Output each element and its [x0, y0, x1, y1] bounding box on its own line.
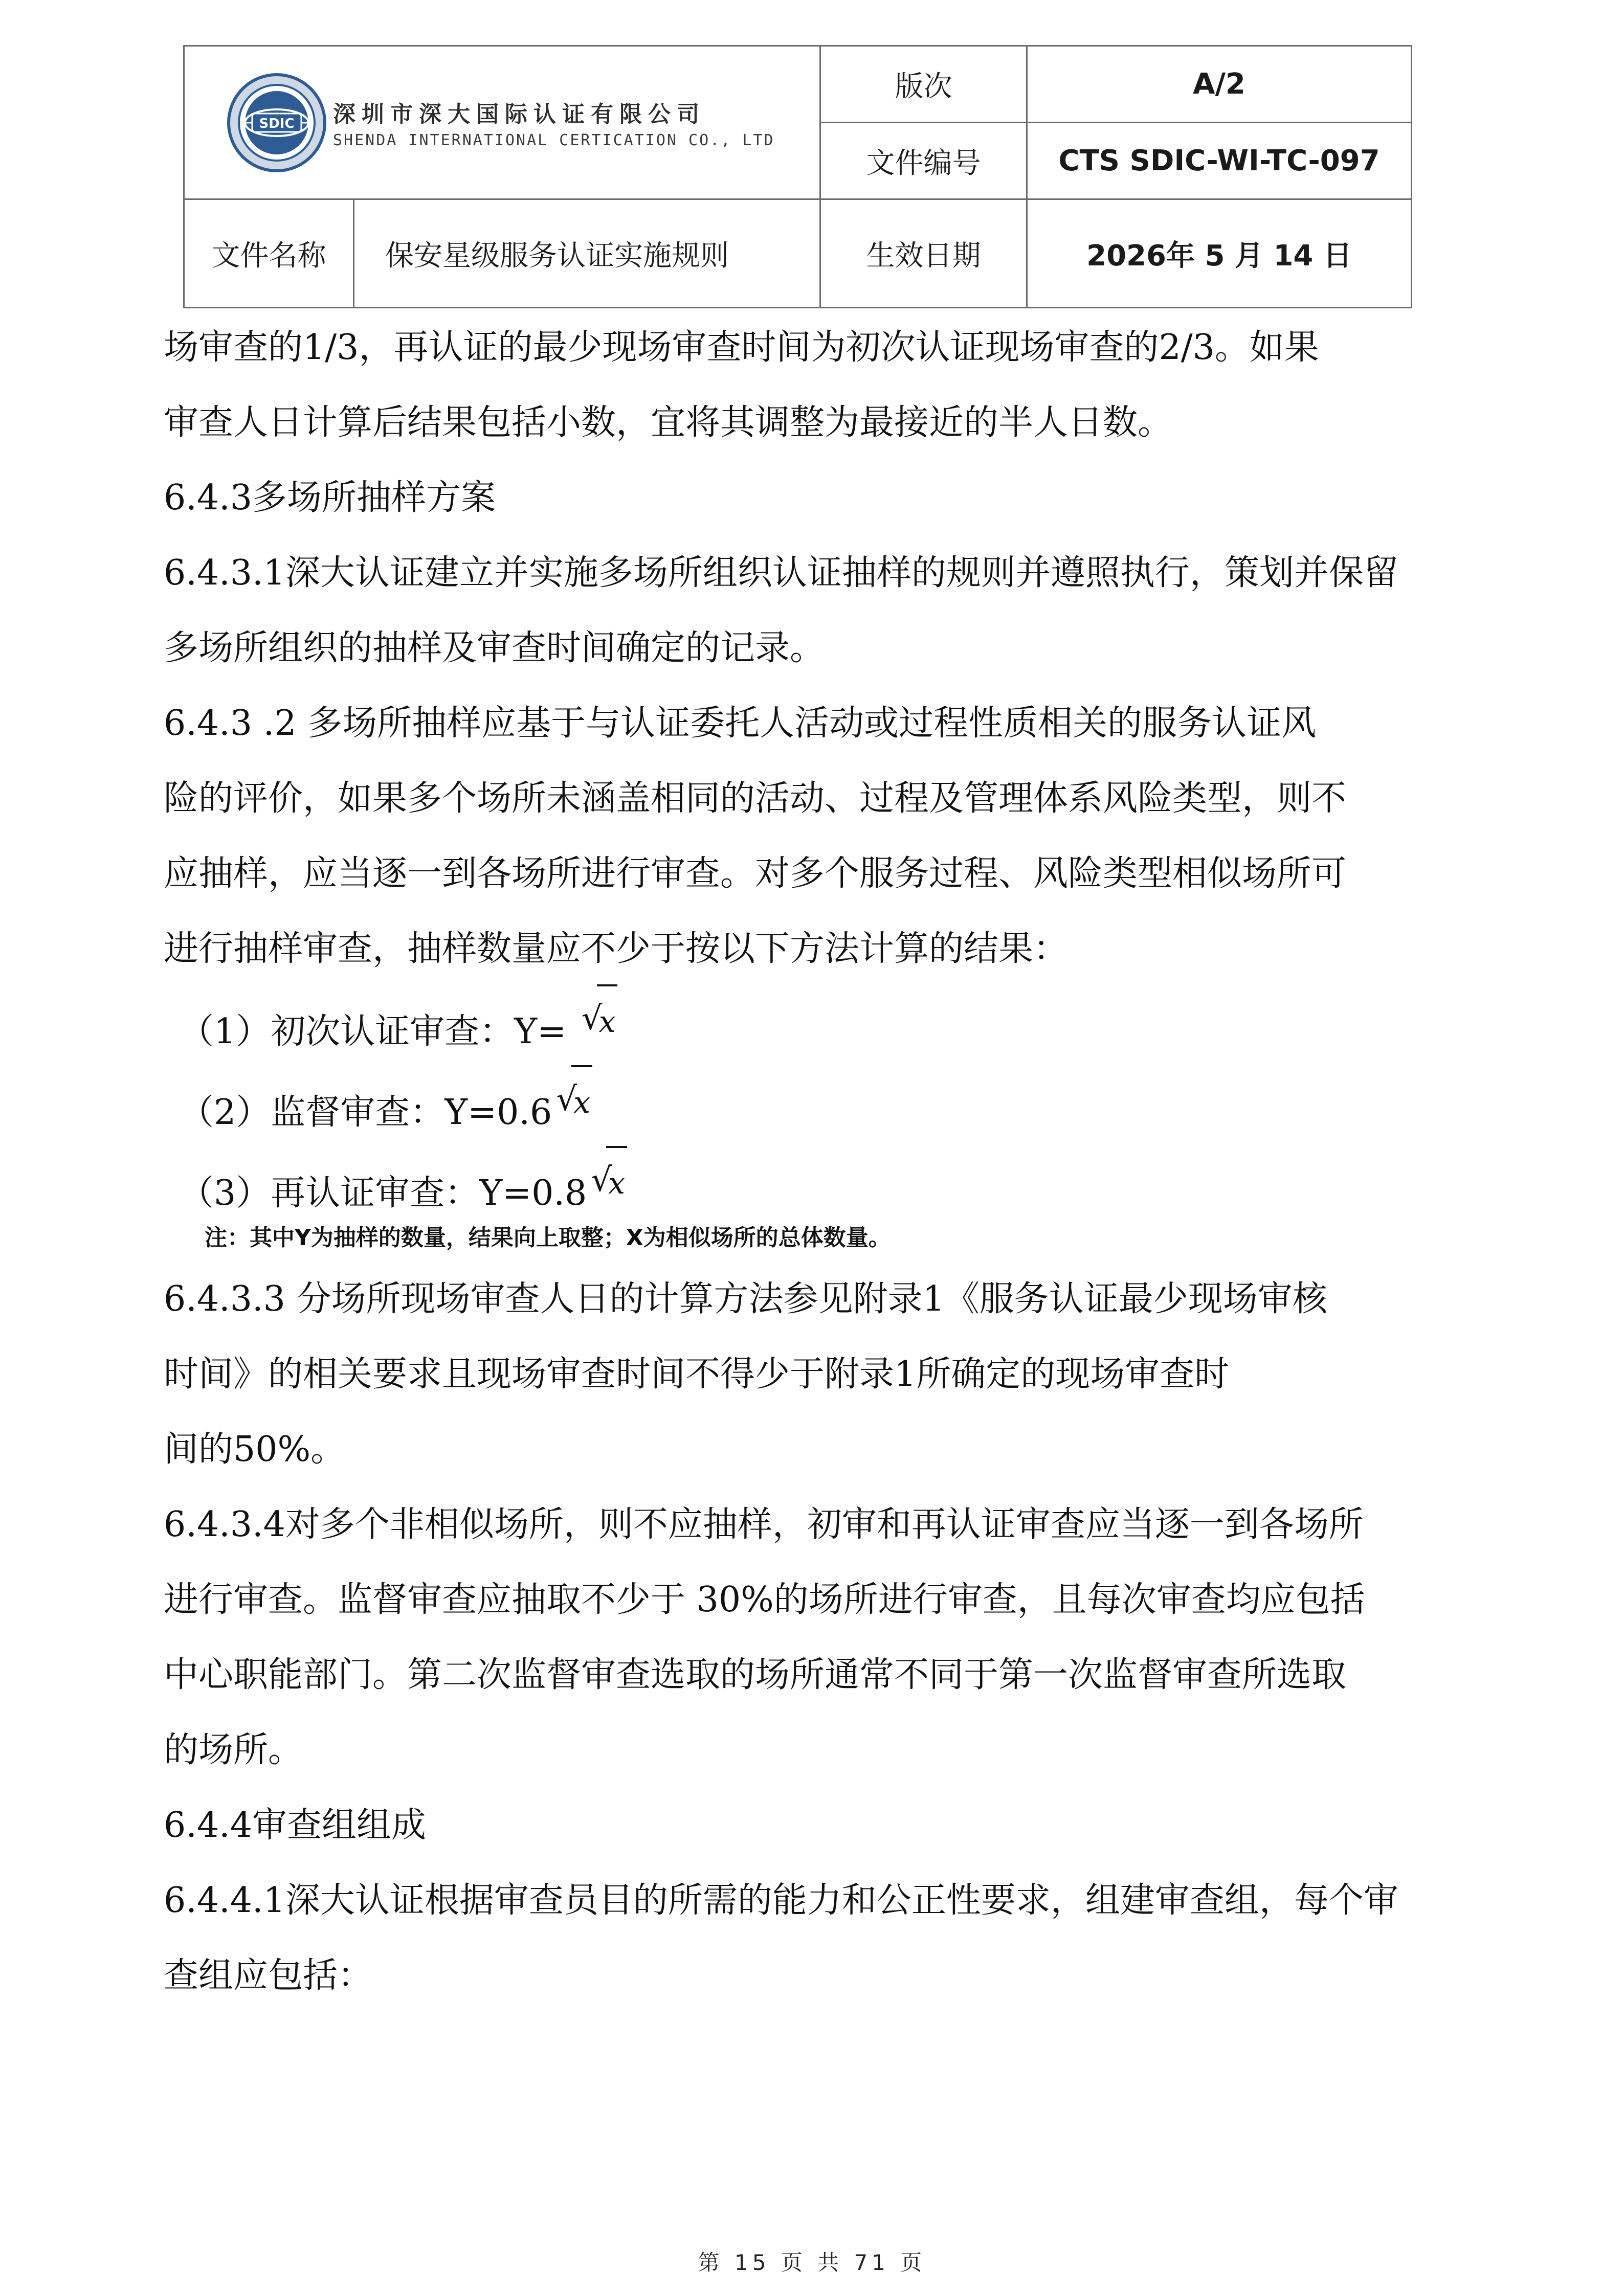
- body-line: 场审查的1/3，再认证的最少现场审查时间为初次认证现场审查的2/3。如果: [164, 327, 1319, 368]
- body-line: 进行抽样审查，抽样数量应不少于按以下方法计算的结果：: [164, 929, 1069, 969]
- formula-label: （3）再认证审查：Y=0.8: [179, 1173, 587, 1213]
- body-line: 查组应包括：: [164, 1955, 373, 1996]
- emblem-text: SDIC: [259, 116, 295, 131]
- company-logo-cell: [184, 46, 820, 199]
- formula-initial: [179, 986, 1473, 1067]
- formula-surveillance: [179, 1067, 1473, 1148]
- doc-number-value: CTS SDIC-WI-TC-097: [1027, 123, 1412, 199]
- body-line: 6.4.3 .2 多场所抽样应基于与认证委托人活动或过程性质相关的服务认证风: [164, 703, 1317, 744]
- formula-label: （1）初次认证审查：Y=: [179, 1011, 577, 1052]
- body-line: 6.4.4.1深大认证根据审查员目的所需的能力和公正性要求，组建审查组，每个审: [164, 1880, 1398, 1921]
- formula-recertification: [179, 1148, 1473, 1229]
- document-body: [164, 310, 1473, 2013]
- doc-name-label: 文件名称: [184, 199, 354, 308]
- doc-number-label: 文件编号: [820, 123, 1027, 199]
- version-label: 版次: [820, 46, 1027, 123]
- doc-name-value: 保安星级服务认证实施规则: [354, 199, 820, 308]
- section-heading: 6.4.4审查组组成: [164, 1805, 427, 1845]
- version-value: A/2: [1027, 46, 1412, 123]
- effective-date-value: 2026年 5 月 14 日: [1027, 199, 1412, 308]
- effective-date-label: 生效日期: [820, 199, 1027, 308]
- body-line: 6.4.3.1深大认证建立并实施多场所组织认证抽样的规则并遵照执行，策划并保留: [164, 553, 1398, 593]
- formula-label: （2）监督审查：Y=0.6: [179, 1092, 552, 1133]
- body-line: 6.4.3.4对多个非相似场所，则不应抽样，初审和再认证审查应当逐一到各场所: [164, 1504, 1364, 1545]
- section-heading: 6.4.3多场所抽样方案: [164, 478, 496, 518]
- body-line: 多场所组织的抽样及审查时间确定的记录。: [164, 628, 825, 668]
- sqrt-x: √ x: [556, 1067, 590, 1138]
- body-line: 审查人日计算后结果包括小数，宜将其调整为最接近的半人日数。: [164, 402, 1173, 443]
- body-line: 时间》的相关要求且现场审查时间不得少于附录1所确定的现场审查时: [164, 1354, 1230, 1394]
- body-line: 6.4.3.3 分场所现场审查人日的计算方法参见附录1《服务认证最少现场审核: [164, 1279, 1327, 1319]
- company-emblem-icon: [226, 72, 328, 174]
- body-line: 中心职能部门。第二次监督审查选取的场所通常不同于第一次监督审查所选取: [164, 1655, 1347, 1695]
- body-line: 应抽样，应当逐一到各场所进行审查。对多个服务过程、风险类型相似场所可: [164, 853, 1347, 894]
- sqrt-x: √ x: [591, 1148, 625, 1219]
- body-line: 进行审查。监督审查应抽取不少于 30%的场所进行审查，且每次审查均应包括: [164, 1580, 1365, 1620]
- company-name-en: SHENDA INTERNATIONAL CERTICATION CO., LTD: [333, 131, 775, 149]
- formula-note: 注：其中Y为抽样的数量，结果向上取整；X为相似场所的总体数量。: [205, 1225, 891, 1251]
- body-line: 间的50%。: [164, 1429, 346, 1470]
- company-name-cn: 深圳市深大国际认证有限公司: [333, 101, 705, 127]
- page-number: 第 15 页 共 71 页: [698, 2250, 926, 2275]
- body-line: 险的评价，如果多个场所未涵盖相同的活动、过程及管理体系风险类型，则不: [164, 778, 1347, 819]
- body-line: 的场所。: [164, 1730, 303, 1770]
- sqrt-x: √ x: [582, 986, 616, 1057]
- document-header-table: [183, 45, 1412, 308]
